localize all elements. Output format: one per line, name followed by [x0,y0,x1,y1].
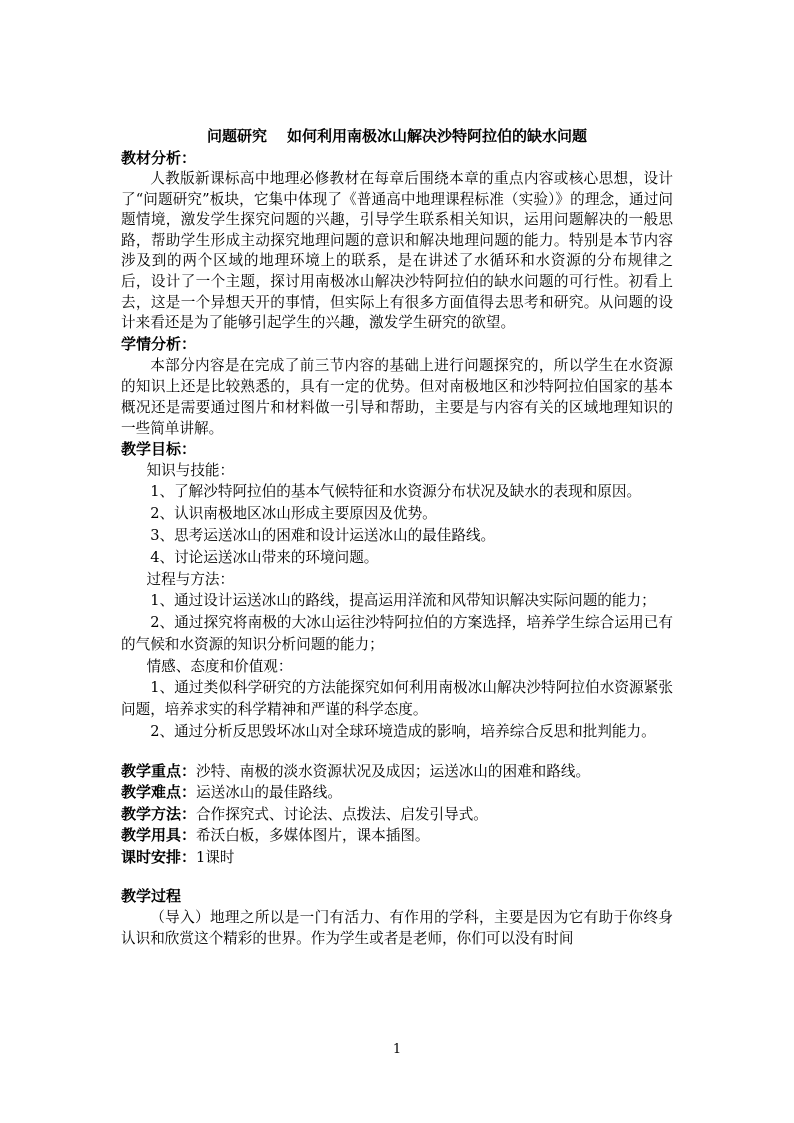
title-sub: 如何利用南极冰山解决沙特阿拉伯的缺水问题 [287,127,588,145]
methods-value: 合作探究式、讨论法、点拨法、启发引导式。 [196,805,488,823]
goals-heading: 教学目标： [121,439,197,458]
keypoint-label: 教学重点： [121,761,197,780]
knowledge-item: 2、认识南极地区冰山形成主要原因及优势。 [150,504,437,522]
document-title [120,126,674,146]
page-number: 1 [392,1042,402,1057]
tools-line [121,825,673,847]
hours-value: 1课时 [196,848,235,866]
difficulty-label: 教学难点： [121,783,197,802]
title-main: 问题研究 [206,127,267,145]
keypoint-value: 沙特、南极的淡水资源状况及成因；运送冰山的困难和路线。 [196,762,591,780]
methods-label: 教学方法： [121,804,197,823]
material-paragraph: 人教版新课标高中地理必修教材在每章后围绕本章的重点内容或核心思想，设计了“问题研究”板块，它集中体现了《普通高中地理课程标准（实验）》的理念，通过问题情境，激发学生探究问题的兴趣，引导学生联系相关知识，运用问题解决的一般思路，帮助学生形成主动探究地理问题的意识和解决地理问题的能力。特别是本节内容涉及到的两个区域的地理环境上的联系，是在讲述了水循环和水资源的分布规律之后，设计了一个主题，探讨用南极冰山解决沙特阿拉伯的缺水问题的可行性。初看上去，这是一个异想天开的事情，但实际上有很多方面值得去思考和研究。从问题的设计来看还是为了能够引起学生的兴趣，激发学生研究的欲望。 [121,170,673,332]
document-body [121,148,673,949]
knowledge-item: 1、了解沙特阿拉伯的基本气候特征和水资源分布状况及缺水的表现和原因。 [150,482,642,500]
methods-line [121,804,673,826]
spacer [121,868,673,886]
knowledge-label: 知识与技能： [146,461,235,479]
spacer [121,743,673,761]
difficulty-line [121,782,673,804]
students-heading: 学情分析： [121,334,197,353]
process-item: 1、通过设计运送冰山的路线，提高运用洋流和风带知识解决实际问题的能力； [150,591,656,609]
emotion-item: 2、通过分析反思毁坏冰山对全球环境造成的影响，培养综合反思和批判能力。 [150,722,656,740]
difficulty-value: 运送冰山的最佳路线。 [196,784,342,802]
hours-line [121,847,673,869]
process-heading: 教学过程 [121,887,182,906]
keypoint-line [121,761,673,783]
emotion-item: 1、通过类似科学研究的方法能探究如何利用南极冰山解决沙特阿拉伯水资源紧张问题，培养求实的科学精神和严谨的科学态度。 [121,678,673,718]
process-item: 2、通过探究将南极的大冰山运往沙特阿拉伯的方案选择，培养学生综合运用已有的气候和水资源的知识分析问题的能力； [121,613,673,653]
process-paragraph: （导入）地理之所以是一门有活力、有作用的学科，主要是因为它有助于你终身认识和欣赏这个精彩的世界。作为学生或者是老师，你们可以没有时间 [121,909,673,948]
material-heading: 教材分析： [121,149,197,167]
hours-label: 课时安排： [121,847,197,866]
students-paragraph: 本部分内容是在完成了前三节内容的基础上进行问题探究的，所以学生在水资源的知识上还是比较熟悉的，具有一定的优势。但对南极地区和沙特阿拉伯国家的基本概况还是需要通过图片和材料做一引导和帮助，主要是与内容有关的区域地理知识的一些简单讲解。 [121,356,673,437]
emotion-label: 情感、态度和价值观： [146,657,293,675]
knowledge-item: 4、讨论运送冰山带来的环境问题。 [150,548,379,566]
knowledge-item: 3、思考运送冰山的困难和设计运送冰山的最佳路线。 [150,526,496,544]
tools-value: 希沃白板，多媒体图片，课本插图。 [196,827,430,845]
tools-label: 教学用具： [121,826,197,845]
process-label: 过程与方法： [146,570,235,588]
